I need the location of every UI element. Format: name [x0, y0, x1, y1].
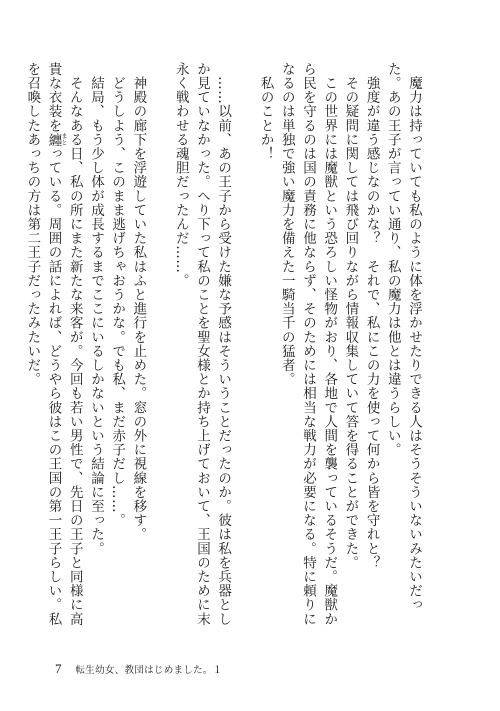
paragraph: 私のことか！: [257, 62, 274, 161]
vertical-text-body: [24, 62, 424, 638]
paragraph: 魔力は持っていても私のように体を浮かせたりできる人はそうそういないみたいだった。あの王子が言ってい通り、私の魔力は他とは違うらしい。: [384, 62, 422, 612]
paragraph: そんなある日、私の所にまた新たな来客が。今回も若い男性で、先日の王子と同様に高貴な衣装を纏まとっている。周囲の話によれば、どうやら彼はこの王国の第一王子らしい。私を召喚したあっちの方は第二王子だったみたいだ。: [24, 62, 83, 627]
blank-line: [233, 62, 254, 638]
paragraph: どうしよう、このまま逃げちゃおうかな。でも私、まだ赤子だし……。: [109, 62, 126, 528]
paragraph: その疑問に関しては飛び回りながら情報収集していて答を得ることができた。: [342, 62, 359, 570]
running-title: 転生幼女、教団はじめました。１: [75, 665, 223, 676]
page-number: 7: [55, 661, 62, 676]
page-footer: [55, 661, 223, 677]
blank-line: [148, 62, 169, 638]
ruby-reading: まと: [60, 132, 68, 147]
paragraph: ……以前、あの王子から受けた嫌な予感はそういうことだったのか。彼は私を兵器としか見ていなかった。へり下って私のことを聖女様とか持ち上げておいて、王国のために末永く戦わせる魂胆だったんだ……。: [172, 62, 232, 626]
paragraph: 神殿の廊下を浮遊していた私はふと進行を止めた。窓の外に視線を移す。: [130, 62, 147, 542]
paragraph: 結局、もう少し体が成長するまでここにいるしかないという結論に至った。: [87, 62, 104, 556]
paragraph: この世界には魔獣という恐ろしい怪物がおり、各地で人間を襲っているそうだ。魔獣から民を守るのは国の責務に他ならず、そのためには相当な戦力が必要になる。特に頼りになるのは単独で強い魔力を備えた一騎当千の猛者。: [278, 62, 338, 626]
paragraph: 強度が違う感じなのかな？ それで、私にこの力を使って何から皆を守れと？: [363, 62, 380, 570]
ruby-annotation: 纏まと: [45, 132, 68, 147]
